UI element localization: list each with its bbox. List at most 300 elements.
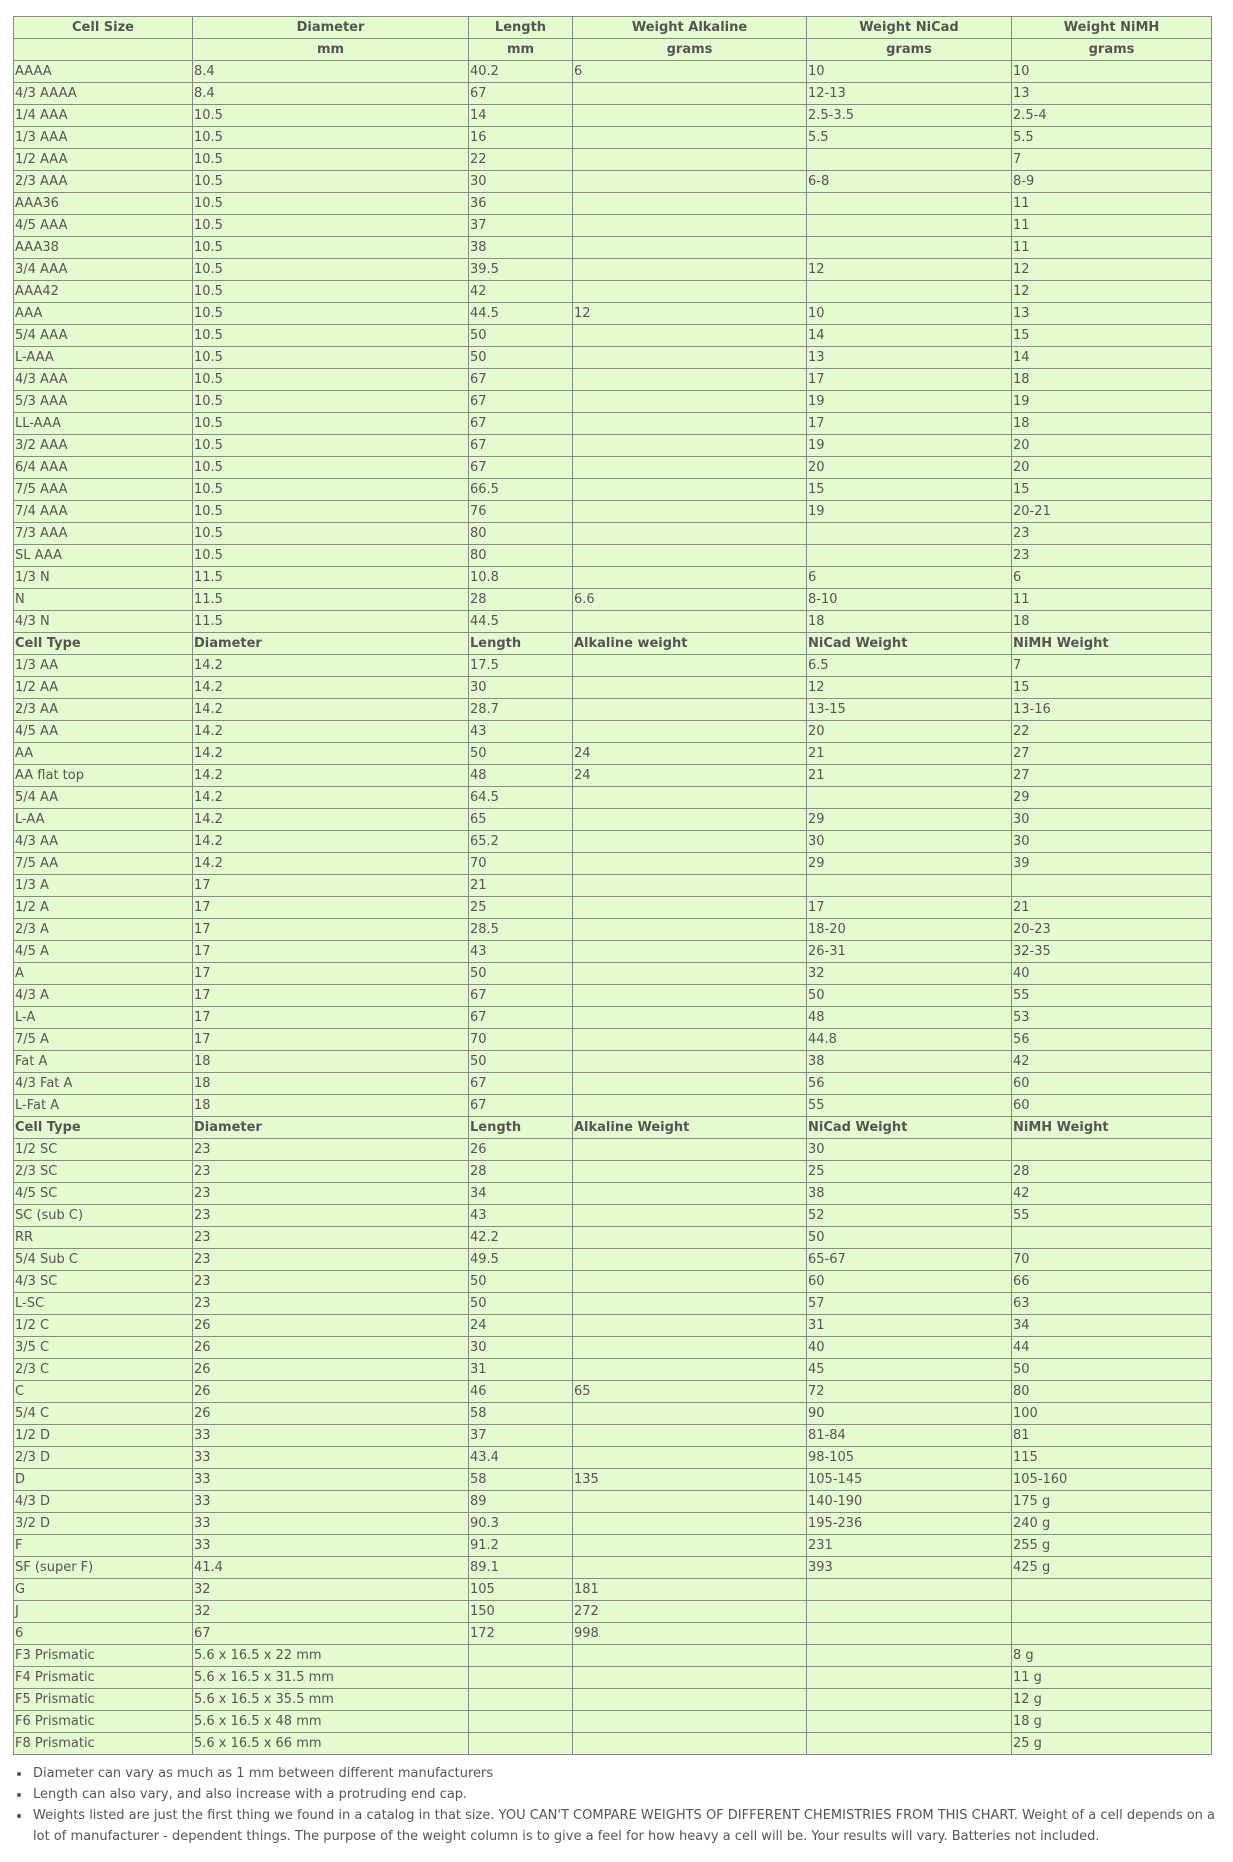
table-cell: 44 bbox=[1012, 1337, 1212, 1359]
table-cell: 30 bbox=[1012, 809, 1212, 831]
table-cell: 12 bbox=[1012, 259, 1212, 281]
table-row bbox=[14, 1249, 1212, 1271]
table-cell: 1/2 C bbox=[14, 1315, 193, 1337]
table-cell: 52 bbox=[807, 1205, 1012, 1227]
table-cell: 5.5 bbox=[807, 127, 1012, 149]
table-cell bbox=[573, 237, 807, 259]
table-row bbox=[14, 193, 1212, 215]
table-cell bbox=[573, 369, 807, 391]
table-cell bbox=[573, 985, 807, 1007]
table-cell bbox=[573, 831, 807, 853]
table-cell: 15 bbox=[1012, 677, 1212, 699]
table-cell: 998 bbox=[573, 1623, 807, 1645]
table-cell: 50 bbox=[469, 1293, 573, 1315]
table-cell bbox=[573, 611, 807, 633]
table-cell: 5/4 C bbox=[14, 1403, 193, 1425]
table-row bbox=[14, 347, 1212, 369]
table-cell: 33 bbox=[193, 1491, 469, 1513]
table-cell: 10.5 bbox=[193, 105, 469, 127]
table-cell bbox=[807, 875, 1012, 897]
table-row bbox=[14, 413, 1212, 435]
table-row bbox=[14, 1227, 1212, 1249]
table-cell: 56 bbox=[807, 1073, 1012, 1095]
table-cell bbox=[573, 1337, 807, 1359]
table-cell: 393 bbox=[807, 1557, 1012, 1579]
table-row bbox=[14, 1491, 1212, 1513]
table-cell bbox=[573, 1271, 807, 1293]
table-cell: 6 bbox=[14, 1623, 193, 1645]
table-row bbox=[14, 1161, 1212, 1183]
table-cell: D bbox=[14, 1469, 193, 1491]
table-cell: 67 bbox=[469, 369, 573, 391]
table-row bbox=[14, 963, 1212, 985]
table-cell: 1/4 AAA bbox=[14, 105, 193, 127]
table-cell: 10.5 bbox=[193, 259, 469, 281]
table-cell: 58 bbox=[469, 1469, 573, 1491]
table-cell: 4/3 AAA bbox=[14, 369, 193, 391]
table-cell: F6 Prismatic bbox=[14, 1711, 193, 1733]
table-cell: 64.5 bbox=[469, 787, 573, 809]
table-cell: 26 bbox=[193, 1381, 469, 1403]
table-cell: 42 bbox=[1012, 1183, 1212, 1205]
table-cell: 11 g bbox=[1012, 1667, 1212, 1689]
table-row bbox=[14, 457, 1212, 479]
table-cell bbox=[469, 1645, 573, 1667]
table-cell: 80 bbox=[469, 545, 573, 567]
table-cell: 29 bbox=[807, 809, 1012, 831]
table-cell: 67 bbox=[469, 1073, 573, 1095]
table-cell: 24 bbox=[469, 1315, 573, 1337]
table-cell: 18 bbox=[807, 611, 1012, 633]
table-cell: 2.5-4 bbox=[1012, 105, 1212, 127]
table-cell: 67 bbox=[469, 457, 573, 479]
table-cell: 5.6 x 16.5 x 48 mm bbox=[193, 1711, 469, 1733]
table-cell: 5/4 Sub C bbox=[14, 1249, 193, 1271]
table-cell: 10.5 bbox=[193, 501, 469, 523]
table-cell: 105-160 bbox=[1012, 1469, 1212, 1491]
table-cell bbox=[573, 1007, 807, 1029]
table-cell: 21 bbox=[469, 875, 573, 897]
table-cell: 57 bbox=[807, 1293, 1012, 1315]
table-cell: 58 bbox=[469, 1403, 573, 1425]
table-cell: 15 bbox=[1012, 479, 1212, 501]
table-cell: 23 bbox=[193, 1271, 469, 1293]
table-cell: 48 bbox=[807, 1007, 1012, 1029]
table-cell bbox=[573, 1689, 807, 1711]
table-cell: 12 bbox=[1012, 281, 1212, 303]
table-cell: C bbox=[14, 1381, 193, 1403]
table-cell: 18-20 bbox=[807, 919, 1012, 941]
table-cell: 12 bbox=[807, 677, 1012, 699]
table-cell: 4/5 SC bbox=[14, 1183, 193, 1205]
table-row bbox=[14, 589, 1212, 611]
table-cell: RR bbox=[14, 1227, 193, 1249]
table-cell: 18 g bbox=[1012, 1711, 1212, 1733]
table-cell: 20 bbox=[807, 721, 1012, 743]
table-cell: 10.8 bbox=[469, 567, 573, 589]
table-cell: 28 bbox=[1012, 1161, 1212, 1183]
table-cell: 80 bbox=[1012, 1381, 1212, 1403]
table-cell bbox=[573, 853, 807, 875]
table-cell: F3 Prismatic bbox=[14, 1645, 193, 1667]
table-cell: 10.5 bbox=[193, 347, 469, 369]
table-cell: 10.5 bbox=[193, 215, 469, 237]
table-cell: 6.6 bbox=[573, 589, 807, 611]
subheader-cell: Length bbox=[469, 633, 573, 655]
subheader-cell: Alkaline weight bbox=[573, 633, 807, 655]
table-cell: 10 bbox=[807, 303, 1012, 325]
table-row bbox=[14, 677, 1212, 699]
table-cell: 11.5 bbox=[193, 567, 469, 589]
header-cell: Weight NiMH bbox=[1012, 17, 1212, 39]
table-cell: 31 bbox=[807, 1315, 1012, 1337]
table-cell: 1/2 A bbox=[14, 897, 193, 919]
table-cell: 5.5 bbox=[1012, 127, 1212, 149]
table-cell: 39 bbox=[1012, 853, 1212, 875]
subheader-cell: NiCad Weight bbox=[807, 1117, 1012, 1139]
table-cell: 28.5 bbox=[469, 919, 573, 941]
table-cell: SC (sub C) bbox=[14, 1205, 193, 1227]
table-cell: 21 bbox=[807, 743, 1012, 765]
table-cell: 7 bbox=[1012, 149, 1212, 171]
table-cell: 34 bbox=[469, 1183, 573, 1205]
table-cell bbox=[573, 1051, 807, 1073]
table-cell: 18 bbox=[193, 1095, 469, 1117]
table-row bbox=[14, 699, 1212, 721]
table-cell: 25 bbox=[807, 1161, 1012, 1183]
table-cell: 19 bbox=[807, 435, 1012, 457]
header-cell: Weight Alkaline bbox=[573, 17, 807, 39]
table-cell: 17 bbox=[193, 897, 469, 919]
table-cell: 28 bbox=[469, 589, 573, 611]
table-cell: AAA36 bbox=[14, 193, 193, 215]
table-row bbox=[14, 61, 1212, 83]
table-cell bbox=[573, 501, 807, 523]
table-cell: 39.5 bbox=[469, 259, 573, 281]
note-item: • Diameter can vary as much as 1 mm between different manufacturers bbox=[31, 1763, 1221, 1784]
table-cell: 43 bbox=[469, 941, 573, 963]
table-cell: G bbox=[14, 1579, 193, 1601]
table-cell: SL AAA bbox=[14, 545, 193, 567]
table-cell: 10.5 bbox=[193, 479, 469, 501]
table-cell: 44.5 bbox=[469, 303, 573, 325]
table-cell: 11 bbox=[1012, 589, 1212, 611]
table-cell: 18 bbox=[1012, 611, 1212, 633]
table-cell: 44.5 bbox=[469, 611, 573, 633]
table-cell: 91.2 bbox=[469, 1535, 573, 1557]
unit-cell: grams bbox=[573, 39, 807, 61]
table-cell: 12 bbox=[807, 259, 1012, 281]
table-cell: 425 g bbox=[1012, 1557, 1212, 1579]
table-cell: 3/2 AAA bbox=[14, 435, 193, 457]
table-cell: 26 bbox=[469, 1139, 573, 1161]
table-cell bbox=[573, 919, 807, 941]
table-cell: 8-10 bbox=[807, 589, 1012, 611]
table-row bbox=[14, 303, 1212, 325]
table-cell bbox=[1012, 1623, 1212, 1645]
table-cell: 13 bbox=[1012, 303, 1212, 325]
table-cell: N bbox=[14, 589, 193, 611]
table-cell bbox=[573, 875, 807, 897]
table-cell: 50 bbox=[1012, 1359, 1212, 1381]
table-row bbox=[14, 545, 1212, 567]
table-cell bbox=[573, 1425, 807, 1447]
table-row bbox=[14, 765, 1212, 787]
table-cell bbox=[573, 1491, 807, 1513]
table-cell: 4/3 D bbox=[14, 1491, 193, 1513]
table-cell: 5/4 AA bbox=[14, 787, 193, 809]
table-cell bbox=[573, 347, 807, 369]
table-cell: 4/5 AA bbox=[14, 721, 193, 743]
table-cell: 14.2 bbox=[193, 743, 469, 765]
table-row bbox=[14, 1733, 1212, 1755]
table-cell: Fat A bbox=[14, 1051, 193, 1073]
table-cell: F bbox=[14, 1535, 193, 1557]
table-cell bbox=[807, 523, 1012, 545]
table-row bbox=[14, 501, 1212, 523]
header-cell: Diameter bbox=[193, 17, 469, 39]
table-cell bbox=[573, 457, 807, 479]
table-cell bbox=[807, 1601, 1012, 1623]
table-cell: 67 bbox=[469, 413, 573, 435]
table-cell: 18 bbox=[1012, 369, 1212, 391]
table-cell bbox=[573, 1183, 807, 1205]
table-cell: 17 bbox=[193, 1029, 469, 1051]
table-cell: 28.7 bbox=[469, 699, 573, 721]
table-cell: 41.4 bbox=[193, 1557, 469, 1579]
table-cell: 26 bbox=[193, 1359, 469, 1381]
table-cell: 23 bbox=[193, 1249, 469, 1271]
table-row bbox=[14, 1381, 1212, 1403]
table-row bbox=[14, 1535, 1212, 1557]
table-cell bbox=[573, 1293, 807, 1315]
table-cell: 44.8 bbox=[807, 1029, 1012, 1051]
table-cell bbox=[1012, 1579, 1212, 1601]
table-cell: 33 bbox=[193, 1425, 469, 1447]
table-cell bbox=[1012, 1601, 1212, 1623]
table-cell: 98-105 bbox=[807, 1447, 1012, 1469]
subheader-cell: Cell Type bbox=[14, 633, 193, 655]
table-cell: 29 bbox=[1012, 787, 1212, 809]
table-cell: 3/2 D bbox=[14, 1513, 193, 1535]
table-cell: 67 bbox=[469, 985, 573, 1007]
table-cell: 50 bbox=[469, 743, 573, 765]
table-cell: 50 bbox=[807, 985, 1012, 1007]
table-cell: 23 bbox=[1012, 545, 1212, 567]
table-cell bbox=[573, 1359, 807, 1381]
table-cell: 5/4 AAA bbox=[14, 325, 193, 347]
subheader-cell: Diameter bbox=[193, 633, 469, 655]
table-cell bbox=[573, 545, 807, 567]
table-cell: 7/3 AAA bbox=[14, 523, 193, 545]
table-cell: 26 bbox=[193, 1315, 469, 1337]
table-cell bbox=[1012, 875, 1212, 897]
table-cell: SF (super F) bbox=[14, 1557, 193, 1579]
table-row bbox=[14, 897, 1212, 919]
table-cell: 65 bbox=[573, 1381, 807, 1403]
table-cell: 67 bbox=[469, 1007, 573, 1029]
table-cell: 70 bbox=[469, 1029, 573, 1051]
table-cell: 17 bbox=[807, 413, 1012, 435]
table-cell: 140-190 bbox=[807, 1491, 1012, 1513]
table-cell: 23 bbox=[193, 1205, 469, 1227]
table-row bbox=[14, 1645, 1212, 1667]
table-cell: 18 bbox=[1012, 413, 1212, 435]
table-cell bbox=[807, 787, 1012, 809]
table-cell: 32 bbox=[807, 963, 1012, 985]
table-cell bbox=[573, 677, 807, 699]
table-cell: 15 bbox=[807, 479, 1012, 501]
table-cell: 90 bbox=[807, 1403, 1012, 1425]
unit-cell: mm bbox=[193, 39, 469, 61]
table-cell: 20-21 bbox=[1012, 501, 1212, 523]
table-cell bbox=[573, 699, 807, 721]
table-cell: 55 bbox=[1012, 985, 1212, 1007]
table-row bbox=[14, 1073, 1212, 1095]
table-cell: 10 bbox=[1012, 61, 1212, 83]
table-cell: F8 Prismatic bbox=[14, 1733, 193, 1755]
table-row bbox=[14, 809, 1212, 831]
table-cell: 14 bbox=[807, 325, 1012, 347]
table-cell: 14 bbox=[1012, 347, 1212, 369]
table-cell: 10.5 bbox=[193, 149, 469, 171]
table-cell: 4/3 Fat A bbox=[14, 1073, 193, 1095]
table-cell: L-AA bbox=[14, 809, 193, 831]
table-cell: 5.6 x 16.5 x 35.5 mm bbox=[193, 1689, 469, 1711]
table-cell: 4/3 AA bbox=[14, 831, 193, 853]
table-cell: 4/3 SC bbox=[14, 1271, 193, 1293]
table-row bbox=[14, 1139, 1212, 1161]
table-row bbox=[14, 1051, 1212, 1073]
table-cell bbox=[469, 1667, 573, 1689]
table-cell: 135 bbox=[573, 1469, 807, 1491]
table-cell: 172 bbox=[469, 1623, 573, 1645]
table-row bbox=[14, 325, 1212, 347]
table-cell: 33 bbox=[193, 1513, 469, 1535]
table-body bbox=[14, 61, 1212, 1755]
table-cell bbox=[1012, 1227, 1212, 1249]
table-cell: 43.4 bbox=[469, 1447, 573, 1469]
table-cell: 67 bbox=[193, 1623, 469, 1645]
table-cell: 14.2 bbox=[193, 655, 469, 677]
table-cell: 181 bbox=[573, 1579, 807, 1601]
table-cell: 17 bbox=[193, 963, 469, 985]
table-cell: 50 bbox=[469, 325, 573, 347]
table-cell: 150 bbox=[469, 1601, 573, 1623]
table-cell: 23 bbox=[193, 1161, 469, 1183]
table-cell: 2/3 A bbox=[14, 919, 193, 941]
table-cell: 4/5 A bbox=[14, 941, 193, 963]
table-cell: 13-15 bbox=[807, 699, 1012, 721]
table-cell: 7/5 A bbox=[14, 1029, 193, 1051]
table-cell: 17 bbox=[807, 369, 1012, 391]
table-cell bbox=[573, 941, 807, 963]
table-row bbox=[14, 83, 1212, 105]
table-cell: 17 bbox=[193, 875, 469, 897]
table-cell: 1/2 SC bbox=[14, 1139, 193, 1161]
table-cell: 30 bbox=[807, 1139, 1012, 1161]
table-cell: 12 bbox=[573, 303, 807, 325]
table-cell: 12 g bbox=[1012, 1689, 1212, 1711]
table-cell: 81 bbox=[1012, 1425, 1212, 1447]
table-cell: 36 bbox=[469, 193, 573, 215]
unit-cell: mm bbox=[469, 39, 573, 61]
table-row bbox=[14, 479, 1212, 501]
table-cell bbox=[573, 1645, 807, 1667]
table-cell: L-AAA bbox=[14, 347, 193, 369]
table-cell: F4 Prismatic bbox=[14, 1667, 193, 1689]
table-cell bbox=[573, 1095, 807, 1117]
table-cell: 31 bbox=[469, 1359, 573, 1381]
subheader-cell: Cell Type bbox=[14, 1117, 193, 1139]
table-cell: 10.5 bbox=[193, 369, 469, 391]
table-cell: 23 bbox=[193, 1183, 469, 1205]
table-row bbox=[14, 1271, 1212, 1293]
table-cell: 195-236 bbox=[807, 1513, 1012, 1535]
table-cell: 6.5 bbox=[807, 655, 1012, 677]
table-cell: 17 bbox=[193, 941, 469, 963]
table-cell bbox=[573, 1205, 807, 1227]
table-cell: 105 bbox=[469, 1579, 573, 1601]
table-row bbox=[14, 1579, 1212, 1601]
battery-table bbox=[13, 16, 1212, 1755]
table-cell bbox=[573, 1711, 807, 1733]
table-cell bbox=[573, 281, 807, 303]
table-row bbox=[14, 1315, 1212, 1337]
table-cell: 2/3 C bbox=[14, 1359, 193, 1381]
table-cell bbox=[469, 1711, 573, 1733]
table-cell: 1/3 AA bbox=[14, 655, 193, 677]
subheader-row bbox=[14, 633, 1212, 655]
table-cell bbox=[807, 1711, 1012, 1733]
table-cell: 20-23 bbox=[1012, 919, 1212, 941]
table-cell: 66.5 bbox=[469, 479, 573, 501]
table-cell: 20 bbox=[807, 457, 1012, 479]
table-cell: 43 bbox=[469, 721, 573, 743]
table-row bbox=[14, 743, 1212, 765]
table-cell: 76 bbox=[469, 501, 573, 523]
table-cell bbox=[807, 281, 1012, 303]
table-row bbox=[14, 259, 1212, 281]
table-cell: 10.5 bbox=[193, 545, 469, 567]
table-row bbox=[14, 1447, 1212, 1469]
table-cell: 17 bbox=[807, 897, 1012, 919]
table-cell: 19 bbox=[807, 501, 1012, 523]
note-item: • Weights listed are just the first thing we found in a catalog in that size. YOU CAN'T COMPARE WEIGHTS OF DIFFERENT CHEMISTRIES FROM THIS CHART. Weight of a cell depends on a lot of manufacturer - dependent things. The purpose of the weight column is to give a feel for how heavy a cell will be. Your results will vary. Batteries not included. bbox=[31, 1805, 1221, 1847]
table-cell bbox=[573, 963, 807, 985]
table-cell: 42.2 bbox=[469, 1227, 573, 1249]
table-cell: 23 bbox=[193, 1139, 469, 1161]
table-cell: 18 bbox=[193, 1073, 469, 1095]
table-row bbox=[14, 1007, 1212, 1029]
table-cell bbox=[573, 1513, 807, 1535]
table-cell: 53 bbox=[1012, 1007, 1212, 1029]
table-row bbox=[14, 655, 1212, 677]
table-cell: 105-145 bbox=[807, 1469, 1012, 1491]
table-cell: AAA42 bbox=[14, 281, 193, 303]
table-cell: 17 bbox=[193, 1007, 469, 1029]
table-cell bbox=[573, 171, 807, 193]
table-cell: 6/4 AAA bbox=[14, 457, 193, 479]
table-cell: 14.2 bbox=[193, 809, 469, 831]
table-row bbox=[14, 853, 1212, 875]
table-row bbox=[14, 171, 1212, 193]
table-cell: 72 bbox=[807, 1381, 1012, 1403]
table-cell: LL-AAA bbox=[14, 413, 193, 435]
table-cell: 240 g bbox=[1012, 1513, 1212, 1535]
table-cell bbox=[573, 435, 807, 457]
table-cell: 40 bbox=[807, 1337, 1012, 1359]
